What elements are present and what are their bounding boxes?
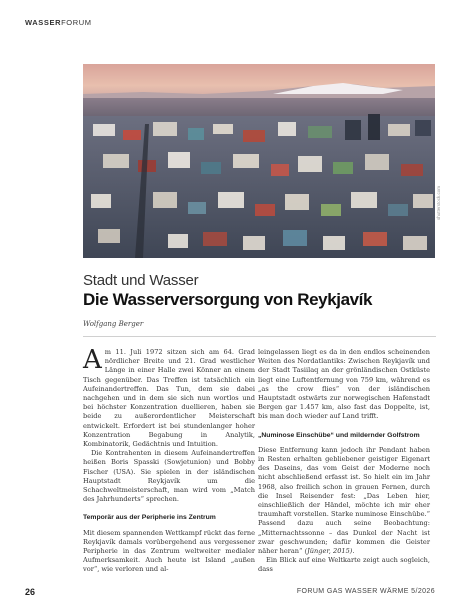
article-author: Wolfgang Berger	[83, 320, 144, 328]
paragraph-text: m 11. Juli 1972 sitzen sich am 64. Grad nördlicher Breite und 21. Grad westlicher Länge in einer Halle zwei Könner an einem Tisch gegenüber. Das Treffen ist tatsächlich ein Aufeinandertreffen. Das Tun, dem sie dabei nachgehen und in dem sie sich nun wortlos und bei höchster Konzentration duellieren, haben sie beide zu außerordentlicher Meisterschaft entwickelt. Erfordert ist bei stundenlanger hoher Konzentration Begabung in Analytik, Kombinatorik, Gedächtnis und Intuition.	[83, 348, 255, 449]
section-header-rest: FORUM	[61, 18, 92, 27]
photo-credit: shutterstock.com	[436, 185, 441, 220]
subheading: „Numinose Einschübe“ und mildernder Golfstrom	[258, 431, 420, 439]
column-left	[83, 345, 255, 575]
divider	[83, 336, 436, 337]
section-header	[25, 18, 92, 27]
paragraph: Die Kontrahenten in diesem Aufeinandertreffen heißen Boris Spasski (Sowjetunion) und Bobby Fischer (USA). Sie spielen in der isländischen Hauptstadt Reykjavík um die Schachweltmeisterschaft, man wird vom „Match des Jahrhunderts“ sprechen.	[83, 449, 255, 504]
paragraph-text: Diese Entfernung kann jedoch ihr Pendant haben in Resten erhalten gebliebener geistiger Eigenart des Daseins, das vom Geist der Moderne noch nicht abschließend erfasst ist. So hielt ein im Jahr 1968, also freilich schon in grauen Fernen, durch die Insel Reisender fest: „Das Leben hier, einschließlich der Händel, möchte ich mir eher traumhaft vorstellen. Starke numinose Einschübe.“ Passend dazu auch seine Beobachtung: „Mitternachtssonne – das Dunkel der Nacht ist zwar geschwunden; dafür kommen die Geister näher heran“	[258, 445, 430, 556]
paragraph	[83, 345, 255, 449]
paragraph: Ein Blick auf eine Weltkarte zeigt auch sogleich, dass	[258, 556, 430, 574]
paragraph: leingelassen liegt es da in den endlos scheinenden Weiten des Nordatlantiks: Zwischen Reykjavík und der Stadt Tasiilaq an der grönländischen Ostküste liegt eine Luftentfernung von 759 km, während es „as the crow flies“ von der isländischen Hauptstadt ostwärts zur norwegischen Hafenstadt Bergen gar 1.457 km, also fast das Doppelte, ist, bis man doch wieder auf Land trifft.	[258, 348, 430, 421]
reykjavik-aerial-photo	[83, 64, 435, 258]
section-header-bold: WASSER	[25, 18, 62, 27]
paragraph	[258, 446, 430, 556]
magazine-footer: FORUM GAS WASSER WÄRME 5/2026	[296, 588, 435, 595]
paragraph: Mit diesem spannenden Wettkampf rückt das ferne Reykjavík damals vorübergehend aus vergessener Peripherie in das Zentrum weltweiter medialer Aufmerksamkeit. Auch heute ist Island „außen vor“, wie verloren und al-	[83, 528, 255, 574]
article-title: Die Wasserversorgung von Reykjavík	[83, 290, 373, 309]
subheading: Temporär aus der Peripherie ins Zentrum	[83, 514, 216, 522]
page-number: 26	[25, 587, 36, 597]
column-right	[258, 348, 430, 575]
article-kicker: Stadt und Wasser	[83, 272, 199, 289]
drop-cap: A	[83, 345, 102, 375]
citation: (Jünger, 2015).	[304, 547, 355, 556]
